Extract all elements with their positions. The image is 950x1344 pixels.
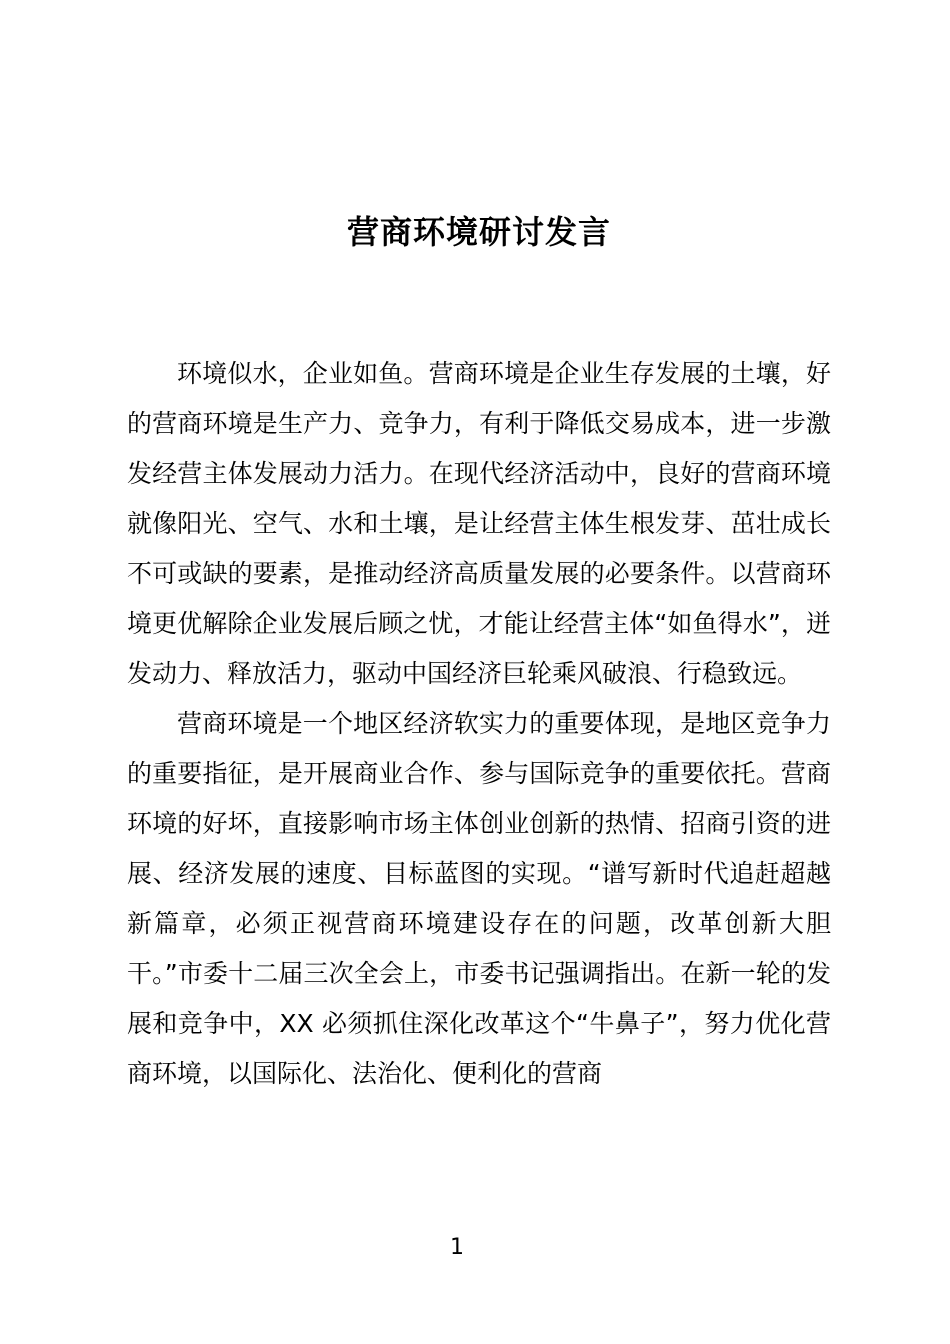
page-number: 1 — [450, 1235, 464, 1260]
document-title: 营商环境研讨发言 — [346, 213, 611, 251]
paragraph-1: 环境似水，企业如鱼。营商环境是企业生存发展的土壤，好的营商环境是生产力、竞争力，有利于降低交易成本，进一步激发经营主体发展动力活力。在现代经济活动中，良好的营商环境就像阳光、空气、水和土壤，是让经营主体生根发芽、茁壮成长不可或缺的要素，是推动经济高质量发展的必要条件。以营商环境更优解除企业发展后顾之忧，才能让经营主体“如鱼得水”，迸发动力、释放活力，驱动中国经济巨轮乘风破浪、行稳致远。 — [127, 359, 831, 688]
document-body — [127, 349, 831, 1099]
paragraph-2: 营商环境是一个地区经济软实力的重要体现，是地区竞争力的重要指征，是开展商业合作、参与国际竞争的重要依托。营商环境的好坏，直接影响市场主体创业创新的热情、招商引资的进展、经济发展的速度、目标蓝图的实现。“谱写新时代追赶超越新篇章，必须正视营商环境建设存在的问题，改革创新大胆干。”市委十二届三次全会上，市委书记强调指出。在新一轮的发展和竞争中，XX 必须抓住深化改革这个“牛鼻子”，努力优化营商环境，以国际化、法治化、便利化的营商 — [127, 709, 831, 1088]
